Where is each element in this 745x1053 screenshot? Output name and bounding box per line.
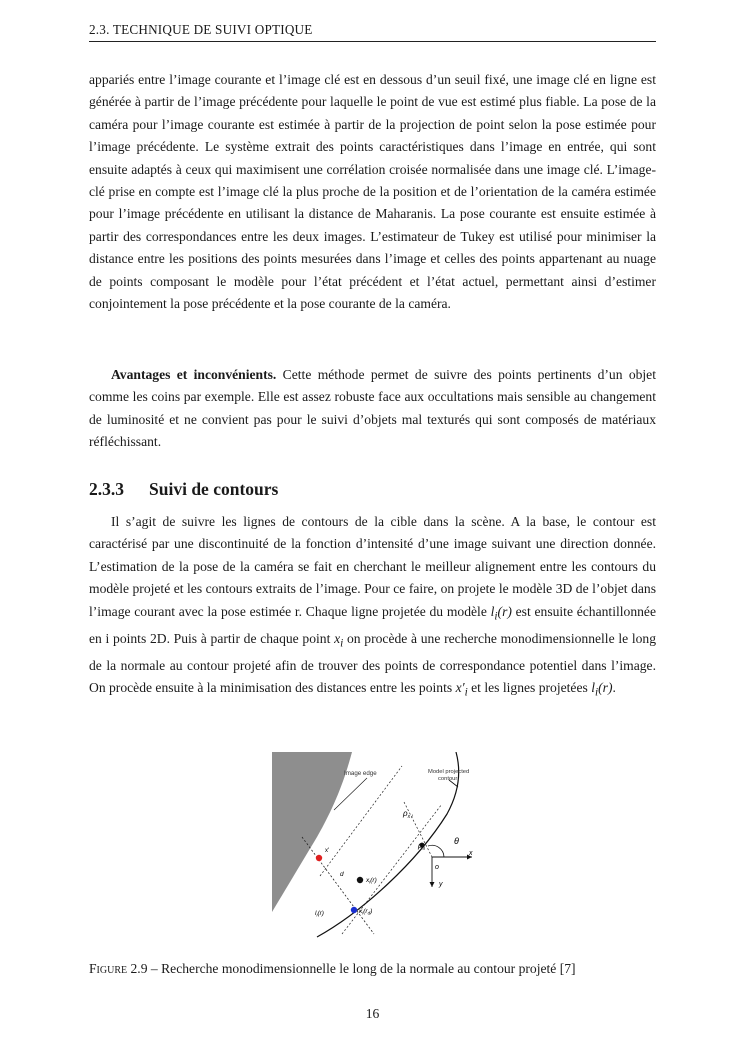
label-xi-rd: $x_i(r_d)$ (359, 908, 373, 916)
math-l: l (591, 680, 595, 696)
label-model-contour-2: contour (438, 776, 458, 782)
paragraph-continuation: appariés entre l’image courante et l’image clé est en dessous d’un seuil fixé, une image clé en ligne est générée à partir de l’image précédente pour laquelle le point de vue est estimé plus fiable. La pose de la caméra pour l’image courante est estimée à partir de la projection de point selon la pose estimée pour l’image précédente. Le système extrait des points caractéristiques dans l’image en entrée, qui sont ensuite adaptés à ceux qui maximisent une corrélation croisée normalisée dans une image clé. L’image-clé prise en compte est l’image clé la plus proche de la position et de l’orientation de la caméra estimée pour l’image précédente en utilisant la distance de Maharanis. La pose courante est ensuite estimée à partir des correspondances entre les deux images. L’estimateur de Tukey est utilisé pour minimiser la distance entre les positions des points mesurées dans l’image et celles des points appartenant au nuage de points composant le modèle pour l’état précédent et l’état actuel, permettant ainsi d’estimer conjointement la pose précédente et la pose courante de la caméra. (89, 72, 656, 312)
p3-text-1: Il s’agit de suivre les lignes de contours de la cible dans la scène. A la base, le contour est caractérisé par une discontinuité de la fonction d’intensité d’une image suivant une direction donnée. L’estimation de la pose de la caméra se fait en cherchant le meilleur alignement entre les contours du modèle projeté et les contours extraits de l’image. Pour ce faire, on projete le modèle 3D de l’objet dans l’image courant avec la pose estimée r. Chaque ligne projetée du modèle (89, 514, 656, 619)
label-d-perp: d (340, 871, 344, 878)
label-x-axis: x (469, 850, 473, 857)
label-y-axis: y (439, 881, 443, 888)
figure-contour-search-diagram (272, 752, 478, 946)
figure-caption (89, 958, 656, 980)
math-l: l (490, 603, 495, 619)
math-sub-i: i (494, 610, 498, 623)
math-li-r-2 (591, 680, 613, 699)
math-sub-i: i (464, 687, 468, 699)
paragraph-advantages (89, 364, 656, 454)
y-axis-arrow (430, 882, 435, 887)
label-origin: o (435, 864, 439, 871)
point-xi-r (357, 877, 363, 883)
label-model-contour-1: Model projected (428, 769, 470, 775)
section-heading (89, 479, 278, 500)
math-x: x (334, 630, 341, 646)
paragraph-contour-tracking (89, 511, 656, 704)
search-line-lower (342, 804, 442, 934)
p3-text-4: et les lignes projetées (467, 680, 592, 696)
section-number: 2.3.3 (89, 479, 124, 499)
theta-arc (428, 845, 444, 857)
section-title-text: Suivi de contours (149, 479, 279, 499)
label-li-r: $l_i(r)$ (315, 910, 324, 918)
running-header-title: 2.3. TECHNIQUE DE SUIVI OPTIQUE (89, 22, 313, 37)
page-number: 16 (365, 1006, 380, 1021)
math-xi (334, 630, 344, 650)
p3-text-3: on procède à une recherche monodimensionnelle le long de la normale au contour projeté afin de trouver des points de correspondance potentiel dans l’image. On procède ensuite à la minimisation des distances entre les points (89, 630, 657, 696)
math-xi-prime (455, 680, 468, 699)
label-image-edge: Image edge (344, 770, 377, 777)
running-header (89, 22, 656, 42)
paragraph-advantages-title: Avantages et inconvénients. (111, 367, 277, 382)
math-r: (r) (598, 680, 613, 696)
label-rho-li: $\rho_{li}$ (418, 841, 425, 852)
label-xi-r: $x_i(r)$ (366, 877, 377, 885)
math-r: (r) (497, 603, 512, 619)
figure-caption-label: Figure 2.9 (89, 961, 148, 976)
figure-caption-text: – Recherche monodimensionnelle le long de la normale au contour projeté [7] (147, 961, 576, 976)
label-rho-xi: $\rho_{x i}$ (403, 809, 413, 820)
math-li-r-1 (490, 603, 512, 623)
p3-text-5: . (612, 680, 616, 696)
label-theta: θ (454, 836, 459, 846)
paragraph-advantages-text: Cette méthode permet de suivre des points pertinents d’un objet comme les coins par exemple. Elle est assez robuste face aux occultations mais sensible au changement de luminosité et ne convient pas pour le suivi d’objets mal texturés qui sont composés de matériaux réfléchissant. (89, 367, 656, 450)
label-xi-prime: x' (325, 848, 330, 854)
point-xi-prime (316, 855, 322, 861)
math-x-prime: x′ (455, 680, 465, 696)
normal-line (302, 837, 374, 934)
math-sub-i: i (340, 637, 344, 650)
image-edge-region (272, 752, 352, 912)
math-sub-i: i (594, 687, 599, 699)
p3-text-2: est ensuite échantillonnée en i points 2D. Puis à partir de chaque point (89, 603, 657, 646)
point-xi-rd (351, 907, 357, 913)
